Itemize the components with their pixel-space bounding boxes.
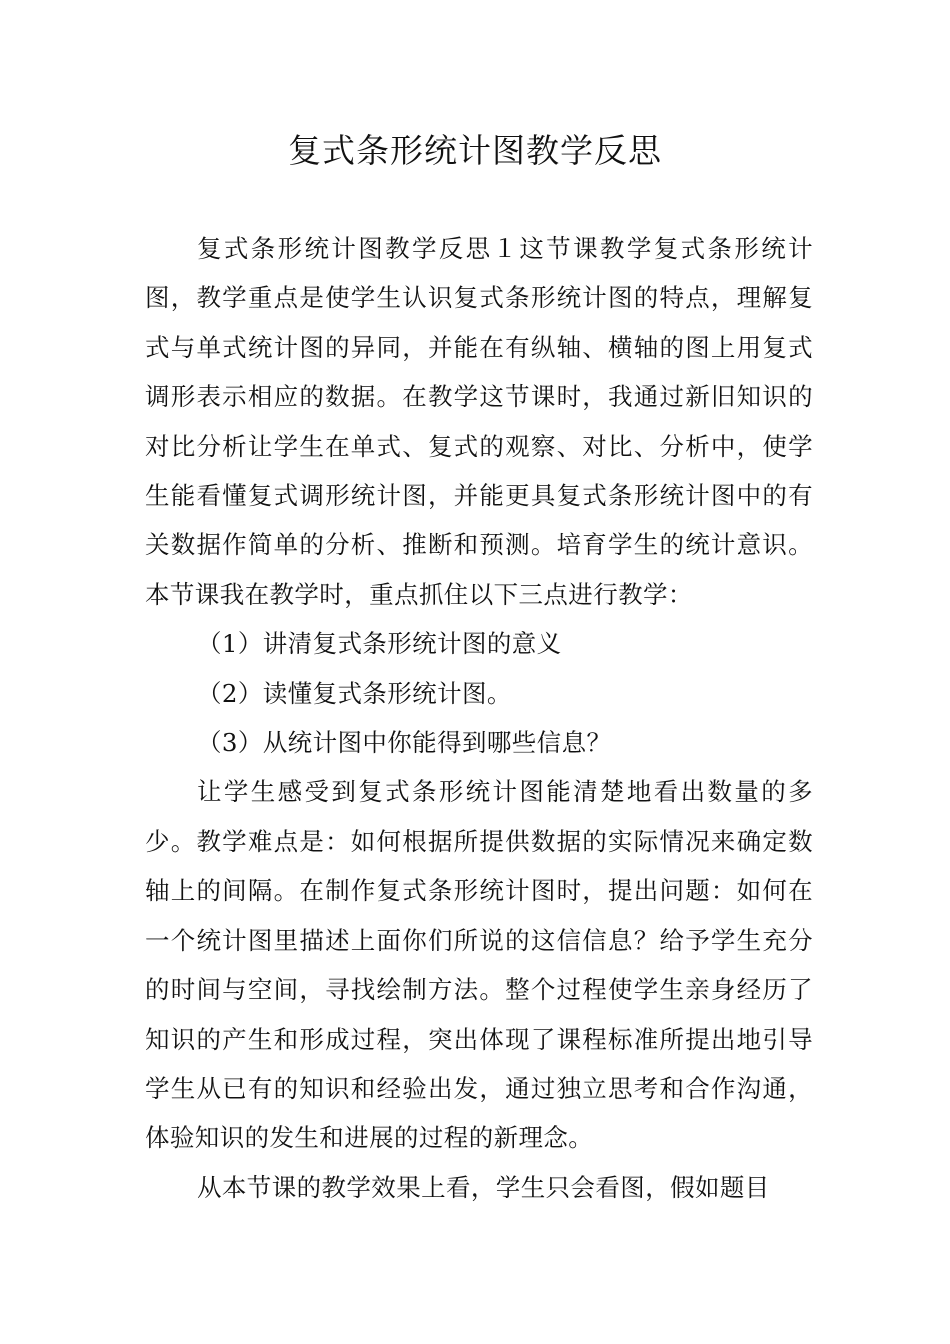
paragraph-effect: 从本节课的教学效果上看，学生只会看图，假如题目 [197,1172,770,1202]
paragraph-intro: 复式条形统计图教学反思１这节课教学复式条形统计图，教学重点是使学生认识复式条形统计图的特点，理解复式与单式统计图的异同，并能在有纵轴、横轴的图上用复式调形表示相应的数据。在教学这节课时，我通过新旧知识的对比分析让学生在单式、复式的观察、对比、分析中，使学生能看懂复式调形统计图，并能更具复式条形统计图中的有关数据作简单的分析、推断和预测。培育学生的统计意识。本节课我在教学时，重点抓住以下三点进行教学： [145,234,813,609]
paragraph-difficulty: 让学生感受到复式条形统计图能清楚地看出数量的多少。教学难点是：如何根据所提供数据的实际情况来确定数轴上的间隔。在制作复式条形统计图时，提出问题：如何在一个统计图里描述上面你们所说的这信信息？给予学生充分的时间与空间，寻找绘制方法。整个过程使学生亲身经历了知识的产生和形成过程，突出体现了课程标准所提出地引导学生从已有的知识和经验出发，通过独立思考和合作沟通，体验知识的发生和进展的过程的新理念。 [145,777,813,1153]
list-item-3: （3）从统计图中你能得到哪些信息？ [197,728,612,758]
document-body [145,224,813,1212]
list-item-1: （1）讲清复式条形统计图的意义 [197,629,562,659]
document-title: 复式条形统计图教学反思 [288,131,662,170]
list-item-2: （2）读懂复式条形统计图。 [197,678,512,708]
